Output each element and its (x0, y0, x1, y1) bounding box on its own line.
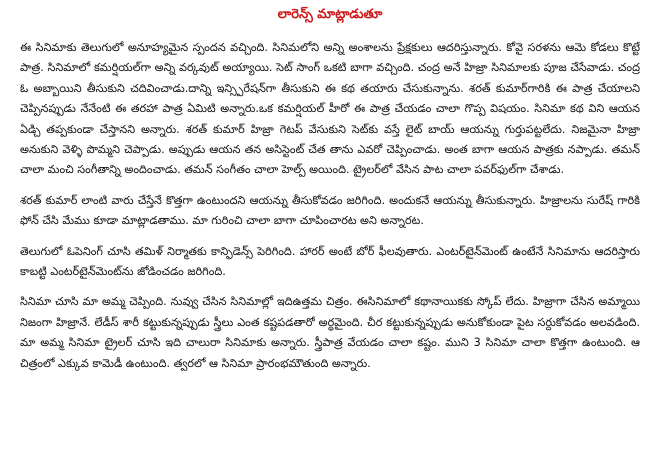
article-paragraph-2: శరత్ కుమార్ లాంటి వారు చేస్తేనే కొత్తగా ఉంటుందని ఆయన్ను తీసుకోవడం జరిగింది. అందుకనే ఆయన్ను తీసుకున్నారు. హిజ్రాలను సురేష్ గారికి ఫోన్ చేసి మేము కూడా మాట్లాడతాము. మా గురించి చాలా బాగా చూపించారట అని అన్నారట. (20, 193, 640, 228)
article-title: లారెన్స్ మాట్లాడుతూ (277, 7, 383, 22)
article-paragraph-4: సినిమా చూసి మా అమ్మ చెప్పింది. నువ్వు చేసిన సినిమాల్లో ఇదిఉత్తమ చిత్రం. ఈసినిమాలో కథానాయికకు స్కోప్ లేదు. హిజ్రాగా చేసిన అమ్మాయి నిజంగా హిజ్రానే. లేడీస్ శారీ కట్టుకున్నప్పుడు స్త్రీలు ఎంత కష్టపడతారో అర్థమైంది. చీర కట్టుకున్నప్పుడు అనుకోకుండా పైట సర్దుకోవడం అలవడింది. మా అమ్మ సినిమా ట్రైలర్ చూసి ఇది చాలురా సినిమాకు అన్నారు. స్త్రీపాత్ర వేయడం చాలా కష్టం. ముని 3 సినిమా చాలా కొత్తగా ఉంటుంది. ఆ చిత్రంలో ఎక్కువ కామెడీ ఉంటుంది. త్వరలో ఆ సినిమా ప్రారంభమౌతుంది అన్నారు. (20, 295, 640, 370)
article-paragraph-1: ఈ సినిమాకు తెలుగులో అనూహ్యమైన స్పందన వచ్చింది. సినిమలోని అన్ని అంశాలను ప్రేక్షకులు ఆదరిస్తున్నారు. కోవై సరళను ఆమె కోడలు కొట్టే పాత్ర. సినిమాలో కమర్షియల్‌గా అన్ని వర్కవుట్ అయ్యాయి. సెట్ సాంగ్ ఒకటి బాగా వచ్చింది. చంద్ర అనే హిజ్రా సినిమాలకు పూజ చేసేవాడు. చంద్ర ఓ అబ్బాయిని తీసుకుని చదివించాడు.దాన్ని ఇన్స్పిరేషన్‌గా తీసుకుని ఈ కథ తయారు చేసుకున్నాను. శరత్ కుమార్‌గారికి ఈ పాత్ర చేయాలని చెప్పినప్పుడు నేనేంటి ఈ తరహా పాత్ర ఏమిటి అన్నారు.ఒక కమర్షియల్ హీరో ఈ పాత్ర చేయడం చాలా గొప్ప విషయం. సినిమా కథ విని ఆయన ఏడ్చి తప్పకుండా చేస్తానని అన్నారు. శరత్ కుమార్ హిజ్రా గెటప్ వేసుకుని సెట్‌కు వస్తే లైట్ బాయ్ ఆయన్ను గుర్తుపట్టలేదు. నిజమైనా హిజ్రా అనుకుని వెళ్ళి పొమ్మని చెప్పాడు. అప్పుడు ఆయన తన అసిస్టెంట్ చేత తాను ఎవరో చెప్పించాడు. అంత బాగా ఆయన పాత్రకు నప్పాడు. తమన్ చాలా మంచి సంగీతాన్ని అందించాడు. తమన్ సంగీతం చాలా హెల్ప్ అయింది. ట్రైలర్‌లో వేసిన పాట చాలా పవర్‌ఫుల్‌గా చేశాడు. (20, 41, 640, 177)
article-paragraph-3: తెలుగులో ఓపెనింగ్ చూసి తమిళ్ నిర్మాతకు కాన్ఫిడెన్స్ పెరిగింది. హారర్ అంటే బోర్ ఫీలవుతారు. ఎంటర్‌టైన్‌మెంట్ ఉంటేనే సినిమాను ఆదరిస్తారు కాబట్టి ఎంటర్‌టైన్‌మెంట్‌ను జోడించడం జరిగింది. (20, 244, 640, 279)
